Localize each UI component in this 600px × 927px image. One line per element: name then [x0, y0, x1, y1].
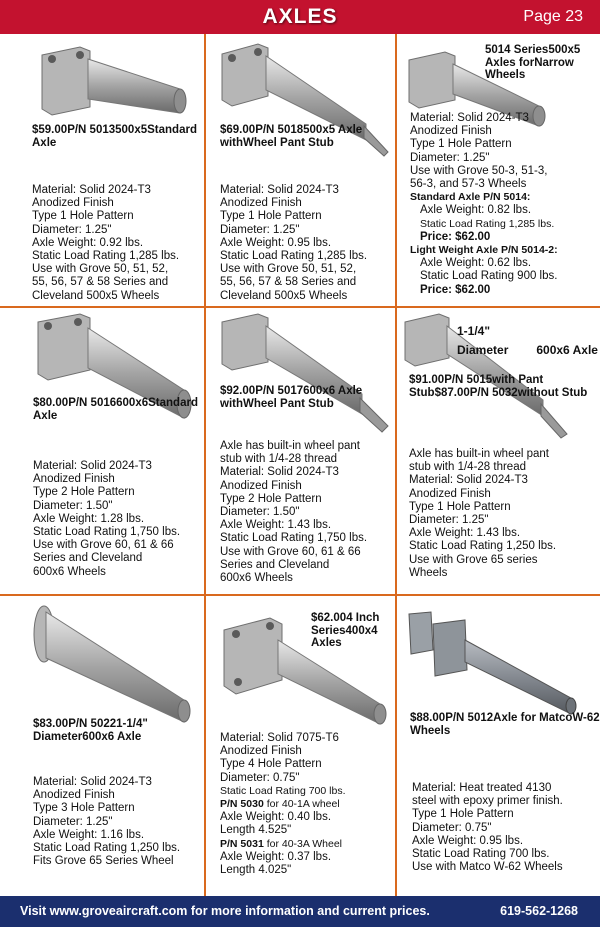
product-specs: Material: Solid 2024-T3 Anodized Finish Type 3 Hole Pattern Diameter: 1.25" Axle Weight: 1.16 lbs. Static Load Rating 1,250 lbs. Fits Grove 65 Series Wheel	[33, 776, 181, 868]
product-heading: $88.00P/N 5012Axle for MatcoW-62 Wheels	[410, 712, 600, 737]
page-title: AXLES	[262, 5, 338, 28]
product-specs: Axle has built-in wheel pant stub with 1/4-28 thread Material: Solid 2024-T3 Anodized Finish Type 2 Hole Pattern Diameter: 1.50" Axle Weight: 1.43 lbs. Static Load Rating 1,750 lbs. Use with Grove 60, 61 & 66 Series and Cleveland 600x6 Wheels	[220, 440, 368, 585]
product-heading: $62.004 Inch Series400x4 Axles	[311, 612, 380, 649]
product-specs: Material: Solid 2024-T3 Anodized Finish Type 1 Hole Pattern Diameter: 1.25" Use with Grove 50-3, 51-3, 56-3, and 57-3 Wheels Standard Axle P/N 5014: Axle Weight: 0.82 lbs. Static Load Rating 1,285 lbs. Price: $62.00 Light Weight Axle P/N 5014-2: Axle Weight: 0.62 lbs. Static Load Rating 900 lbs. Price: $62.00	[410, 112, 558, 296]
product-specs: Material: Solid 2024-T3 Anodized Finish Type 1 Hole Pattern Diameter: 1.25" Axle Weight: 0.92 lbs. Static Load Rating 1,285 lbs. Use with Grove 50, 51, 52, 55, 56, 57 & 58 Series and Cleveland 500x5 Wheels	[32, 184, 180, 302]
product-heading-prices: $91.00P/N 5015with Pant Stub$87.00P/N 5032without Stub	[409, 374, 588, 399]
product-cell-5016	[0, 308, 204, 594]
page-header	[0, 0, 600, 34]
axle-5017-image	[218, 310, 394, 434]
product-specs: Material: Heat treated 4130 steel with epoxy primer finish. Type 1 Hole Pattern Diameter: 0.75" Axle Weight: 0.95 lbs. Static Load Rating 700 lbs. Use with Matco W-62 Wheels	[412, 782, 563, 874]
product-heading: 1-1/4" Diameter 600x6 Axle	[457, 324, 598, 357]
product-specs: Axle has built-in wheel pant stub with 1/4-28 thread Material: Solid 2024-T3 Anodized Finish Type 1 Hole Pattern Diameter: 1.25" Axle Weight: 1.43 lbs. Static Load Rating 1,250 lbs. Use with Grove 65 series Wheels	[409, 448, 557, 579]
page-footer	[0, 896, 600, 927]
axle-5022-image	[26, 604, 194, 724]
product-specs: Material: Solid 2024-T3 Anodized Finish Type 2 Hole Pattern Diameter: 1.50" Axle Weight: 1.28 lbs. Static Load Rating 1,750 lbs. Use with Grove 60, 61 & 66 Series and Cleveland 600x6 Wheels	[33, 460, 181, 578]
product-cell-5017	[206, 308, 395, 594]
product-heading: $69.00P/N 5018500x5 Axle withWheel Pant Stub	[220, 124, 363, 149]
product-cell-5030-5031	[206, 596, 395, 896]
product-heading: $80.00P/N 5016600x6Standard Axle	[33, 397, 198, 422]
product-heading: $59.00P/N 5013500x5Standard Axle	[32, 124, 197, 149]
footer-phone[interactable]: 619-562-1268	[500, 904, 578, 918]
product-heading: $83.00P/N 50221-1/4" Diameter600x6 Axle	[33, 718, 148, 743]
product-heading: $92.00P/N 5017600x6 Axle withWheel Pant Stub	[220, 385, 363, 410]
axle-5012-image	[407, 610, 587, 722]
product-specs: Material: Solid 2024-T3 Anodized Finish Type 1 Hole Pattern Diameter: 1.25" Axle Weight: 0.95 lbs. Static Load Rating 1,285 lbs. Use with Grove 50, 51, 52, 55, 56, 57 & 58 Series and Cleveland 500x5 Wheels	[220, 184, 368, 302]
product-cell-5015-5032	[397, 308, 600, 594]
footer-website-text[interactable]: Visit www.groveaircraft.com for more information and current prices.	[20, 904, 430, 918]
product-cell-5022	[0, 596, 204, 896]
product-cell-5018	[206, 36, 395, 306]
product-cell-5012	[397, 596, 600, 896]
page-number: Page 23	[523, 8, 583, 25]
product-cell-5014	[397, 36, 600, 306]
product-specs: Material: Solid 7075-T6 Anodized Finish Type 4 Hole Pattern Diameter: 0.75" Static Load Rating 700 lbs. P/N 5030 for 40-1A wheel Axle Weight: 0.40 lbs. Length 4.525" P/N 5031 for 40-3A Wheel Axle Weight: 0.37 lbs. Length 4.025"	[220, 732, 346, 877]
product-cell-5013	[0, 36, 204, 306]
product-heading: 5014 Series500x5 Axles forNarrow Wheels	[485, 44, 581, 81]
